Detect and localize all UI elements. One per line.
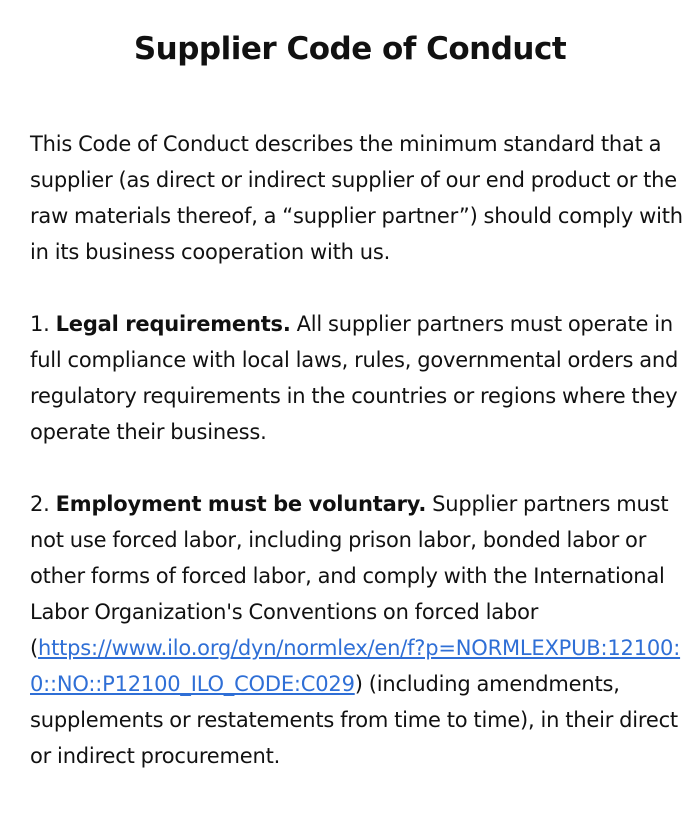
section-number: 2. <box>30 492 50 516</box>
section-legal-requirements <box>30 306 686 450</box>
page-title: Supplier Code of Conduct <box>133 31 567 67</box>
section-heading: Employment must be voluntary. <box>55 492 427 516</box>
ilo-convention-link[interactable]: https://www.ilo.org/dyn/normlex/en/f?p=NORMLEXPUB:12100:0::NO::P12100_ILO_CODE:C029 <box>30 636 681 696</box>
link-open-paren: ( <box>30 636 38 660</box>
section-voluntary-employment <box>30 486 686 774</box>
intro-paragraph: This Code of Conduct describes the minimum standard that a supplier (as direct or indirect supplier of our end product or the raw materials thereof, a “supplier partner”) should comply with in its business cooperation with us. <box>30 132 683 264</box>
section-body: All supplier partners must operate in full compliance with local laws, rules, governmental orders and regulatory requirements in the countries or regions where they operate their business. <box>30 312 679 444</box>
section-number: 1. <box>30 312 50 336</box>
section-body: Supplier partners must not use forced labor, including prison labor, bonded labor or other forms of forced labor, and comply with the International Labor Organization's Conventions on forced labor <box>30 492 669 624</box>
section-body-continued: ) (including amendments, supplements or restatements from time to time), in their direct or indirect procurement. <box>30 672 678 768</box>
section-heading: Legal requirements. <box>55 312 291 336</box>
